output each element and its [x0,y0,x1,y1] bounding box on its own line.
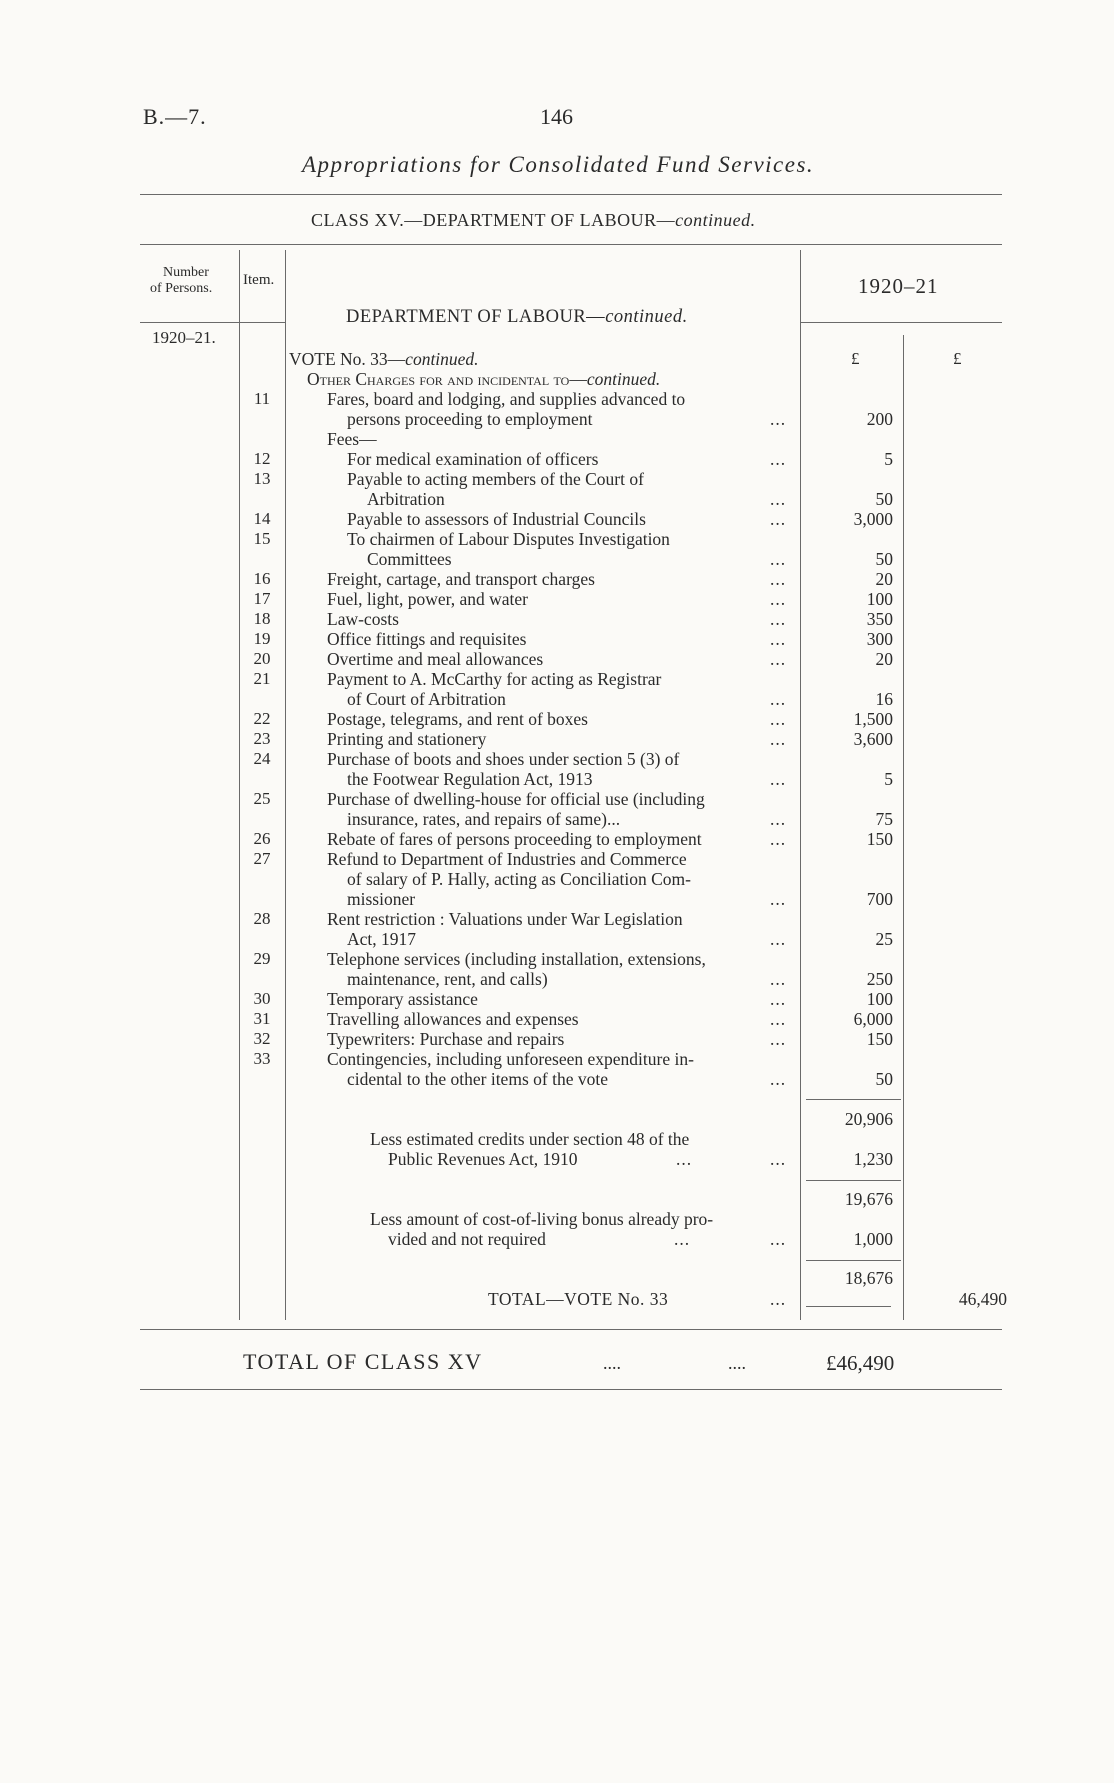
subtotal-3: 18,676 [844,1268,893,1288]
item-leader: ... [770,489,787,509]
dept-heading-cont: continued. [605,307,688,327]
item-number: 25 [253,789,271,808]
item-amount: 150 [866,1029,893,1049]
page-ref: B.—7. [143,104,207,129]
rule-subtotal-3 [806,1260,901,1261]
item-description-line: the Footwear Regulation Act, 1913 [347,769,593,789]
item-description-line: To chairmen of Labour Disputes Investigation [347,529,670,549]
item-amount: 20 [875,569,893,589]
item-number: 17 [253,589,271,608]
item-number: 26 [253,829,271,848]
col-line-3 [800,250,801,1320]
item-description-line: Freight, cartage, and transport charges [327,569,595,589]
item-leader: ... [770,509,787,529]
item-description-line: Telephone services (including installation, extensions, [327,949,706,969]
rule-subtotal-2 [806,1180,901,1181]
vote-heading [289,349,479,369]
item-description-line: Postage, telegrams, and rent of boxes [327,709,588,729]
item-description-line: Printing and stationery [327,729,487,749]
less-bonus-l2-text: vided and not required [388,1229,546,1249]
item-description-line: Typewriters: Purchase and repairs [327,1029,565,1049]
total-class-dots-2: .... [728,1353,746,1373]
item-leader: ... [770,549,787,569]
total-class-dots-1: .... [603,1353,621,1373]
item-number: 13 [253,469,271,488]
item-number: 14 [253,509,271,528]
item-leader: ... [770,569,787,589]
subtotal-2: 19,676 [844,1189,893,1209]
item-amount: 250 [866,969,893,989]
col-persons-l2: of Persons. [150,281,213,296]
item-amount: 350 [866,609,893,629]
item-description-line: Payable to assessors of Industrial Councils [347,509,646,529]
item-description-line: Temporary assistance [327,989,478,1009]
less-credits-amount: 1,230 [853,1149,893,1169]
less-credits-leader: ... [676,1149,693,1169]
item-amount: 100 [866,989,893,1009]
rule-class [140,244,1002,245]
item-number: 23 [253,729,271,748]
item-description-line: of salary of P. Hally, acting as Conciliation Com- [347,869,691,889]
item-leader: ... [770,729,787,749]
total-vote-amount: 46,490 [958,1289,1007,1309]
class-heading-text: CLASS XV.—DEPARTMENT OF LABOUR— [311,210,676,230]
item-amount: 16 [875,689,893,709]
less-credits-l1: Less estimated credits under section 48 of the [370,1129,690,1149]
less-bonus-leader-2: ... [770,1229,787,1249]
class-heading-cont: continued. [675,210,756,230]
total-class-label: TOTAL OF CLASS XV [243,1349,483,1374]
item-number: 21 [253,669,271,688]
item-number: 30 [253,989,271,1008]
item-amount: 300 [866,629,893,649]
vote-heading-cont: continued. [405,349,479,369]
item-description-line: Overtime and meal allowances [327,649,544,669]
item-description-line: Committees [367,549,452,569]
col-line-2 [285,250,286,1320]
item-amount: 25 [875,929,893,949]
rule-bottom-2 [140,1389,1002,1390]
less-bonus-l2 [388,1229,787,1249]
item-leader: ... [770,989,787,1009]
item-leader: ... [770,769,787,789]
item-leader: ... [770,709,787,729]
item-description-line: Payment to A. McCarthy for acting as Registrar [327,669,662,689]
item-number: 24 [253,749,271,768]
item-description-line: Fees— [327,429,377,449]
item-description-line: persons proceeding to employment [347,409,593,429]
item-amount: 50 [875,489,893,509]
currency-col1: £ [851,349,860,368]
item-description-line: Purchase of boots and shoes under section 5 (3) of [327,749,680,769]
item-leader: ... [770,1069,787,1089]
item-number: 31 [253,1009,271,1028]
item-amount: 3,000 [853,509,893,529]
less-credits-leader-2: ... [770,1149,787,1169]
item-leader: ... [770,689,787,709]
rule-head-left [140,322,285,323]
item-description-line: Refund to Department of Industries and Commerce [327,849,687,869]
item-description-line: cidental to the other items of the vote [347,1069,608,1089]
subtotal-1: 20,906 [844,1109,893,1129]
item-amount: 75 [875,809,893,829]
item-number: 32 [253,1029,271,1048]
other-charges-cont: continued. [586,369,661,389]
col-line-1 [239,250,240,1320]
less-credits-l2 [388,1149,787,1169]
item-description-line: maintenance, rent, and calls) [347,969,548,989]
rule-subtotal-1 [806,1099,901,1100]
col-year-left: 1920–21. [152,328,216,347]
other-charges-text: Other Charges for and incidental to— [307,369,587,389]
item-leader: ... [770,829,787,849]
item-description-line: missioner [347,889,416,909]
less-credits-l2-text: Public Revenues Act, 1910 [388,1149,578,1169]
item-amount: 3,600 [853,729,893,749]
item-leader: ... [770,929,787,949]
item-leader: ... [770,409,787,429]
item-leader: ... [770,1029,787,1049]
item-description-line: Rebate of fares of persons proceeding to employment [327,829,702,849]
item-leader: ... [770,969,787,989]
total-vote-label [488,1289,787,1309]
item-description-line: Act, 1917 [347,929,417,949]
item-amount: 100 [866,589,893,609]
item-number: 27 [253,849,271,868]
item-number: 11 [253,389,271,408]
item-leader: ... [770,1009,787,1029]
item-leader: ... [770,609,787,629]
item-leader: ... [770,589,787,609]
item-amount: 1,500 [853,709,893,729]
item-number: 22 [253,709,271,728]
item-amount: 5 [884,769,893,789]
item-number: 16 [253,569,271,588]
item-description-line: of Court of Arbitration [347,689,506,709]
dept-heading [346,307,688,328]
item-description-line: Payable to acting members of the Court of [347,469,644,489]
running-title: Appropriations for Consolidated Fund Services. [302,152,815,177]
item-number: 29 [253,949,271,968]
item-amount: 700 [866,889,893,909]
dept-heading-text: DEPARTMENT OF LABOUR— [346,307,606,327]
item-amount: 50 [875,549,893,569]
item-leader: ... [770,649,787,669]
col-line-4 [903,335,904,1320]
item-description-line: Law-costs [327,609,399,629]
item-number: 28 [253,909,271,928]
item-leader: ... [770,449,787,469]
rule-head-right [800,322,1002,323]
item-description-line: Purchase of dwelling-house for official use (including [327,789,705,809]
less-bonus-amount: 1,000 [853,1229,893,1249]
rule-top [140,194,1002,195]
class-heading [311,210,756,231]
item-number: 19 [253,629,271,648]
item-description-line: insurance, rates, and repairs of same)... [347,809,621,829]
item-amount: 200 [866,409,893,429]
item-amount: 6,000 [853,1009,893,1029]
item-leader: ... [770,809,787,829]
less-bonus-leader: ... [674,1229,691,1249]
col-persons-l1: Number [163,265,209,280]
other-charges-heading [307,369,660,389]
item-description-line: Office fittings and requisites [327,629,527,649]
item-amount: 5 [884,449,893,469]
item-number: 20 [253,649,271,668]
item-number: 18 [253,609,271,628]
item-amount: 150 [866,829,893,849]
total-vote-leader: ... [770,1289,787,1309]
item-amount: 20 [875,649,893,669]
less-bonus-l1: Less amount of cost-of-living bonus already pro- [370,1209,714,1229]
item-leader: ... [770,889,787,909]
total-vote-label-text: TOTAL—VOTE No. 33 [488,1289,669,1309]
currency-col2: £ [953,349,962,368]
item-leader: ... [770,629,787,649]
item-description-line: Contingencies, including unforeseen expenditure in- [327,1049,694,1069]
item-number: 15 [253,529,271,548]
item-amount: 50 [875,1069,893,1089]
item-number: 12 [253,449,271,468]
col-year: 1920–21 [858,274,939,298]
page-number: 146 [540,104,573,129]
total-class-amount: £46,490 [826,1351,895,1375]
item-description-line: Fares, board and lodging, and supplies advanced to [327,389,686,409]
item-description-line: For medical examination of officers [347,449,599,469]
item-description-line: Travelling allowances and expenses [327,1009,579,1029]
vote-heading-text: VOTE No. 33— [289,349,406,369]
item-description-line: Rent restriction : Valuations under War Legislation [327,909,683,929]
item-number: 33 [253,1049,271,1068]
rule-bottom-1 [140,1329,1002,1330]
item-description-line: Fuel, light, power, and water [327,589,528,609]
rule-total-vote [806,1306,891,1307]
item-description-line: Arbitration [367,489,445,509]
col-item: Item. [243,272,275,288]
